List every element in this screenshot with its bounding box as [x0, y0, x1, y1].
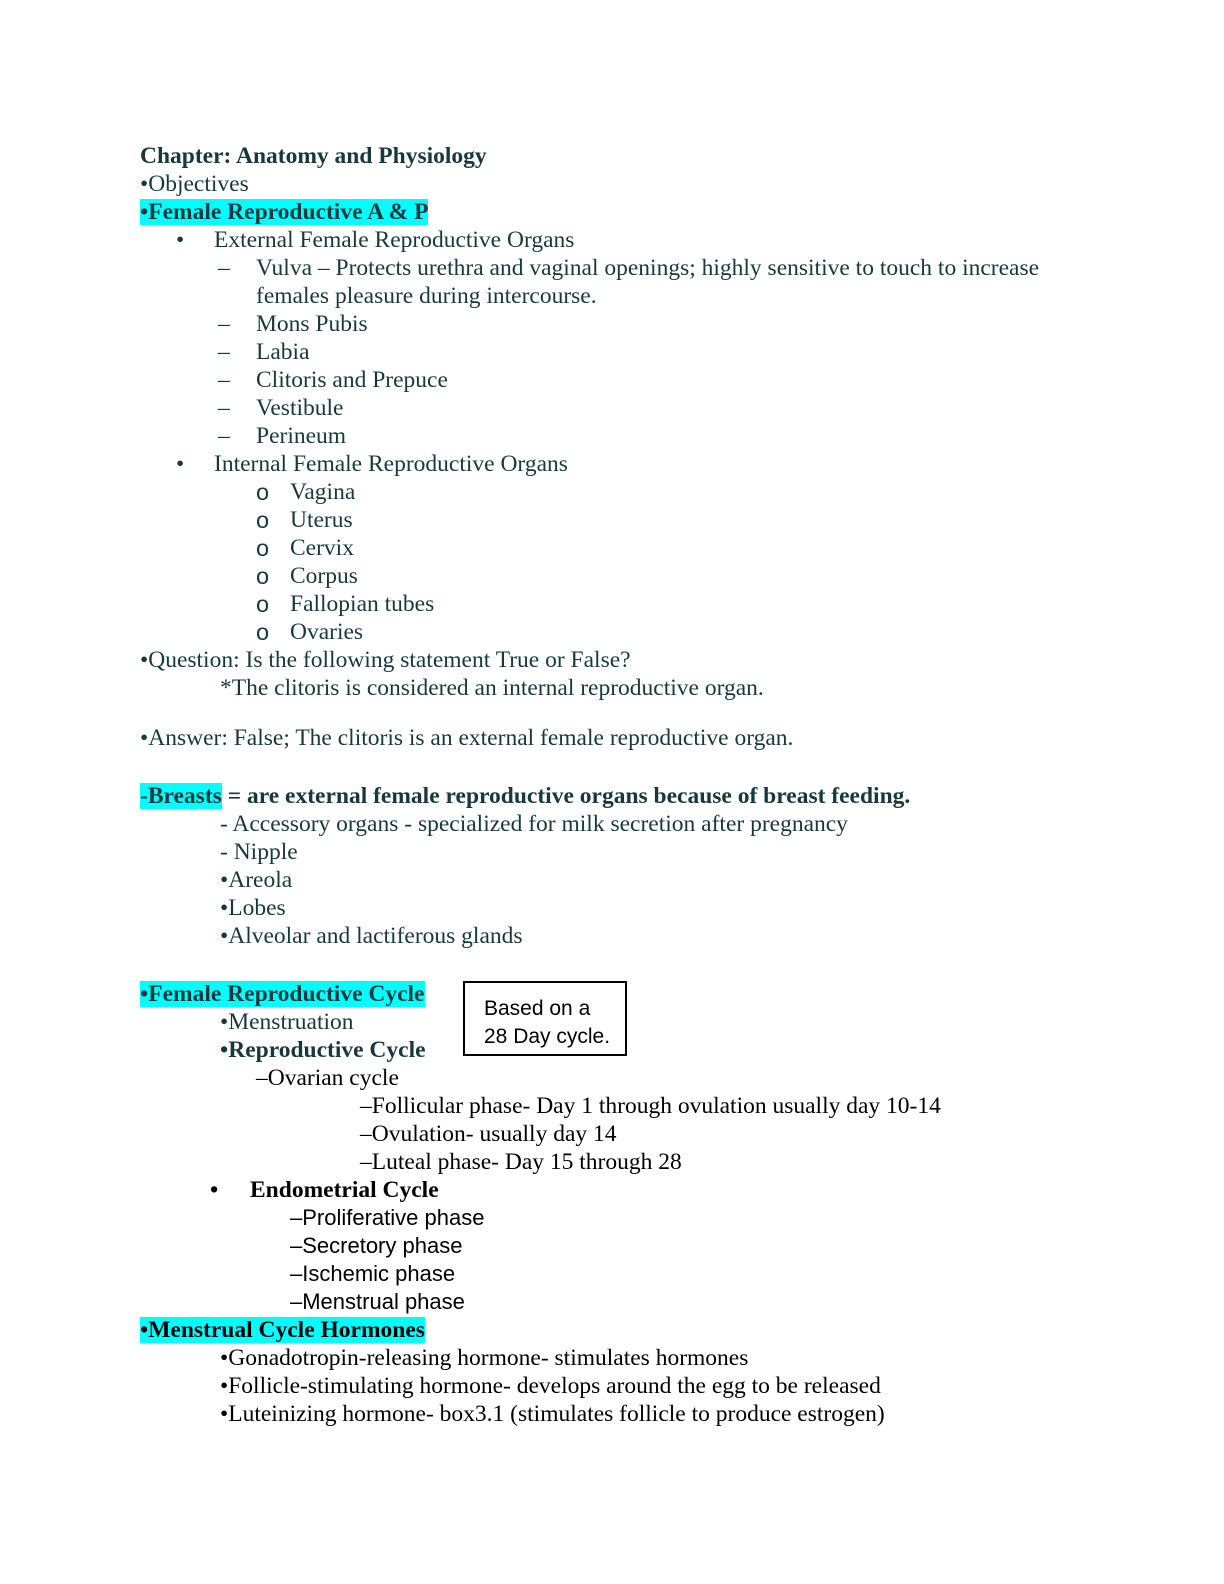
- list-item-reproductive-cycle: •Reproductive Cycle: [220, 1037, 426, 1063]
- list-item-label: Endometrial Cycle: [250, 1177, 439, 1203]
- heading-female-reproductive-ap: [140, 198, 1090, 226]
- list-item-endometrial-cycle: [176, 1176, 1090, 1204]
- document-body: [140, 142, 1090, 1428]
- spacer: [140, 702, 1090, 724]
- list-item-accessory-organs: - Accessory organs - specialized for milk secretion after pregnancy: [220, 811, 848, 837]
- bullet-dot-icon: •: [176, 451, 185, 477]
- bullet-dot-icon: •: [210, 1177, 219, 1203]
- list-item-vestibule: [218, 394, 1090, 422]
- heading-breasts-rest: = are external female reproductive organs because of breast feeding.: [221, 783, 911, 809]
- circle-marker-icon: o: [256, 507, 270, 533]
- bullet-dot-icon: •: [176, 227, 185, 253]
- heading-female-reproductive-ap-text: •Female Reproductive A & P: [140, 199, 429, 225]
- list-item-lh: •Luteinizing hormone- box3.1 (stimulates follicle to produce estrogen): [220, 1401, 885, 1427]
- answer-line: [140, 724, 1090, 752]
- circle-marker-icon: o: [256, 563, 270, 589]
- question-line: [140, 646, 1090, 674]
- dash-marker-icon: –: [218, 423, 230, 449]
- list-item-label: Labia: [256, 339, 310, 365]
- list-item-vagina: [256, 478, 1090, 506]
- list-item-nipple: - Nipple: [220, 839, 298, 865]
- heading-female-reproductive-cycle-text: •Female Reproductive Cycle: [140, 981, 425, 1007]
- answer-label: •Answer:: [140, 725, 228, 751]
- list-item-label: Corpus: [290, 563, 358, 589]
- list-item-label: Perineum: [256, 423, 347, 449]
- heading-menstrual-cycle-hormones: [140, 1316, 1090, 1344]
- dash-marker-icon: –: [218, 395, 230, 421]
- list-item-menstruation: •Menstruation: [220, 1009, 354, 1035]
- list-item-lobes: •Lobes: [220, 895, 286, 921]
- circle-marker-icon: o: [256, 619, 270, 645]
- spacer: [140, 950, 1090, 980]
- dash-marker-icon: –: [218, 367, 230, 393]
- circle-marker-icon: o: [256, 535, 270, 561]
- list-item-label: Uterus: [290, 507, 353, 533]
- heading-breasts-highlight: -Breasts: [140, 783, 222, 809]
- list-item-external-organs: [176, 226, 1090, 254]
- list-item-objectives: •Objectives: [140, 171, 249, 197]
- list-item-clitoris-prepuce: [218, 366, 1090, 394]
- circle-marker-icon: o: [256, 591, 270, 617]
- list-item-label: Fallopian tubes: [290, 591, 435, 617]
- list-item-uterus: [256, 506, 1090, 534]
- heading-breasts: [140, 782, 1090, 810]
- list-item-alveolar-glands: •Alveolar and lactiferous glands: [220, 923, 523, 949]
- list-item-luteal-phase: –Luteal phase- Day 15 through 28: [360, 1149, 682, 1175]
- list-item-ischemic-phase: –Ischemic phase: [290, 1261, 456, 1286]
- spacer: [140, 752, 1090, 782]
- dash-marker-icon: –: [218, 339, 230, 365]
- dash-marker-icon: –: [218, 255, 230, 281]
- list-item-ovulation: –Ovulation- usually day 14: [360, 1121, 617, 1147]
- question-text: Is the following statement True or False?: [239, 647, 631, 673]
- page-title-value: Anatomy and Physiology: [235, 143, 487, 169]
- list-item-follicular-phase: –Follicular phase- Day 1 through ovulation usually day 10-14: [360, 1093, 941, 1119]
- list-item-areola: •Areola: [220, 867, 293, 893]
- list-item-fsh: •Follicle-stimulating hormone- develops around the egg to be released: [220, 1373, 881, 1399]
- list-item-label: Vulva – Protects urethra and vaginal openings; highly sensitive to touch to increase females pleasure during intercourse.: [256, 255, 1045, 309]
- page-title-label: Chapter:: [140, 143, 232, 169]
- list-item-label: Vestibule: [256, 395, 344, 421]
- list-item-gnrh: •Gonadotropin-releasing hormone- stimulates hormones: [220, 1345, 749, 1371]
- heading-menstrual-cycle-hormones-text: •Menstrual Cycle Hormones: [140, 1317, 425, 1343]
- list-item-perineum: [218, 422, 1090, 450]
- list-item-menstrual-phase: –Menstrual phase: [290, 1289, 465, 1314]
- question-statement: *The clitoris is considered an internal reproductive organ.: [220, 675, 764, 701]
- list-item-label: External Female Reproductive Organs: [214, 227, 575, 253]
- list-item-labia: [218, 338, 1090, 366]
- list-item-label: Vagina: [290, 479, 356, 505]
- list-item-vulva: [218, 254, 1090, 310]
- question-label: •Question:: [140, 647, 240, 673]
- list-item-corpus: [256, 562, 1090, 590]
- answer-text: False; The clitoris is an external female reproductive organ.: [227, 725, 794, 751]
- list-item-cervix: [256, 534, 1090, 562]
- list-item-label: Cervix: [290, 535, 354, 561]
- list-item-fallopian-tubes: [256, 590, 1090, 618]
- list-item-label: Mons Pubis: [256, 311, 368, 337]
- callout-box: [463, 981, 627, 1056]
- list-item-ovaries: [256, 618, 1090, 646]
- list-item-secretory-phase: –Secretory phase: [290, 1233, 463, 1258]
- list-item-mons-pubis: [218, 310, 1090, 338]
- list-item-label: Ovaries: [290, 619, 364, 645]
- list-item-label: Clitoris and Prepuce: [256, 367, 448, 393]
- circle-marker-icon: o: [256, 479, 270, 505]
- list-item-proliferative-phase: –Proliferative phase: [290, 1205, 485, 1230]
- callout-line-2: 28 Day cycle.: [484, 1025, 611, 1048]
- list-item-ovarian-cycle: –Ovarian cycle: [256, 1065, 399, 1091]
- page-title: [140, 142, 1090, 170]
- list-item-label: Internal Female Reproductive Organs: [214, 451, 568, 477]
- dash-marker-icon: –: [218, 311, 230, 337]
- list-item-internal-organs: [176, 450, 1090, 478]
- callout-line-1: Based on a: [484, 997, 591, 1020]
